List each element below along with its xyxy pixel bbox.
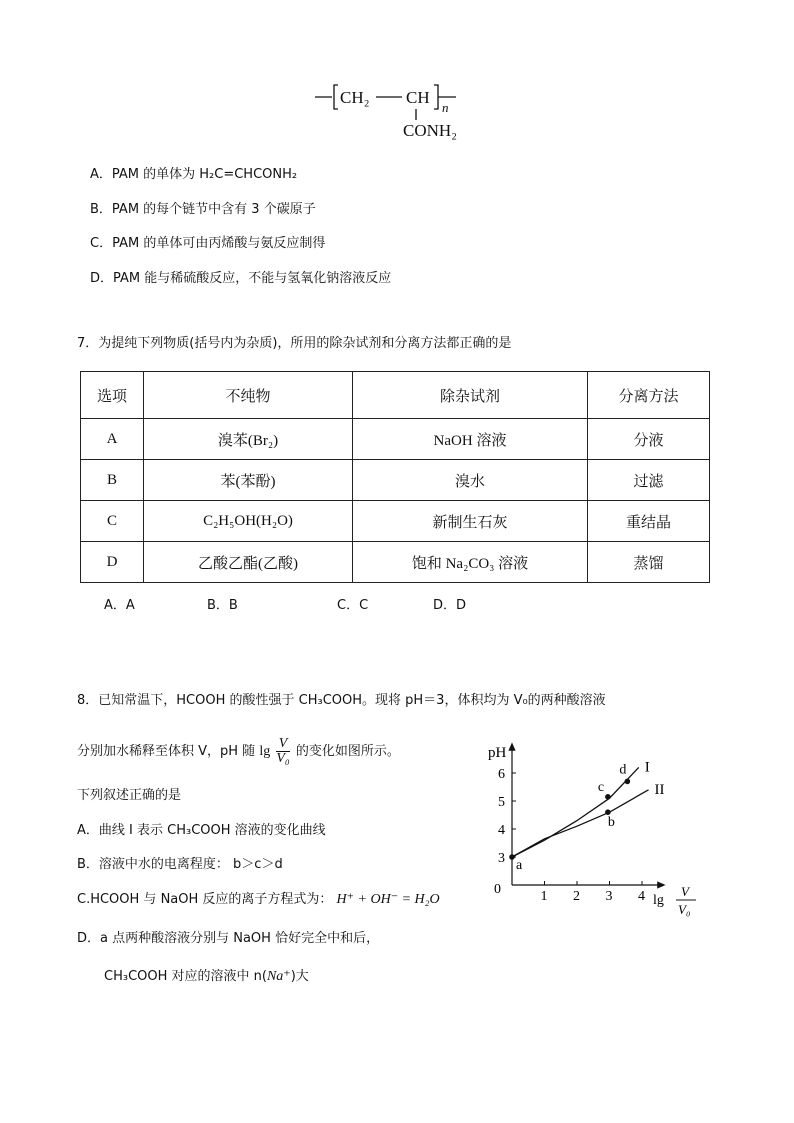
table-header: 除杂试剂: [353, 372, 588, 419]
q8-line1: 8．已知常温下，HCOOH 的酸性强于 CH₃COOH。现将 pH＝3，体积均为 V₀的两种酸溶液: [77, 693, 606, 708]
q8-option-d-line2: [104, 968, 309, 986]
q6-option-b: B．PAM 的每个链节中含有 3 个碳原子: [90, 202, 316, 217]
point-d: [625, 779, 631, 785]
y-tick-label: 3: [498, 851, 505, 866]
y-axis-label: pH: [488, 745, 507, 761]
table-cell: 蒸馏: [588, 542, 710, 583]
table-cell: 分液: [588, 419, 710, 460]
q8-line2b: 的变化如图所示。: [295, 744, 400, 759]
q8-frac-num: V: [276, 737, 289, 752]
table-cell: 溴苯(Br₂): [144, 419, 353, 460]
q8-lg: lg: [259, 744, 271, 759]
point-label-d: d: [619, 762, 627, 778]
point-label-a: a: [516, 858, 523, 873]
table-header: 不纯物: [144, 372, 353, 419]
table-cell: 溴水: [353, 460, 588, 501]
polymer-ch2: CH₂: [340, 88, 370, 107]
table-header: 分离方法: [588, 372, 710, 419]
q7-choice-d: D．D: [433, 598, 467, 613]
point-b: [605, 809, 611, 815]
polymer-side-group: CONH₂: [403, 121, 458, 140]
table-cell: 新制生石灰: [353, 501, 588, 542]
q7-stem: 7．为提纯下列物质(括号内为杂质)，所用的除杂试剂和分离方法都正确的是: [77, 336, 512, 351]
y-tick-label: 5: [498, 795, 505, 810]
q8-frac-den: V₀: [276, 751, 290, 766]
origin-label: 0: [494, 882, 501, 897]
x-tick-label: 1: [540, 889, 548, 904]
table-cell: C₂H₅OH(H₂O): [144, 501, 353, 542]
x-axis-label-den: V₀: [678, 902, 691, 917]
table-cell: 苯(苯酚): [144, 460, 353, 501]
q8-option-b: B．溶液中水的电离程度： b＞c＞d: [77, 857, 283, 872]
q8-option-a: A．曲线 I 表示 CH₃COOH 溶液的变化曲线: [77, 823, 326, 838]
x-tick-label: 4: [638, 889, 645, 904]
point-c: [605, 794, 611, 800]
polymer-brackets: [310, 80, 490, 150]
point-label-c: c: [597, 779, 605, 795]
table-cell: 重结晶: [588, 501, 710, 542]
q7-table: [80, 371, 710, 583]
q8-option-c: [77, 891, 440, 909]
q7-choice-c: C．C: [337, 598, 369, 613]
table-cell: D: [81, 542, 144, 583]
q8-line2: [77, 737, 400, 766]
x-axis-label-prefix: lg: [653, 893, 664, 908]
q7-choice-a: A．A: [104, 598, 135, 613]
polymer-ch: CH: [406, 88, 430, 107]
x-tick-label: 2: [573, 889, 580, 904]
q8-line2a: 分别加水稀释至体积 V，pH 随: [77, 744, 256, 759]
point-a: [509, 854, 515, 860]
series-label-2: II: [654, 781, 665, 798]
table-cell: NaOH 溶液: [353, 419, 588, 460]
series-line-1: [512, 767, 639, 857]
q8-option-c-equation: H⁺ + OH⁻ = H₂O: [336, 892, 440, 907]
q8-option-d-na: Na⁺: [266, 969, 291, 984]
table-row: [81, 542, 710, 583]
table-cell: 饱和 Na₂CO₃ 溶液: [353, 542, 588, 583]
table-cell: B: [81, 460, 144, 501]
table-row: [81, 501, 710, 542]
point-label-b: b: [607, 815, 615, 831]
y-tick-label: 4: [498, 823, 505, 838]
q6-option-a: A．PAM 的单体为 H₂C=CHCONH₂: [90, 167, 298, 182]
q8-option-d-line1: D．a 点两种酸溶液分别与 NaOH 恰好完全中和后，: [77, 931, 380, 946]
series-label-1: I: [644, 759, 650, 776]
ph-chart: [482, 730, 712, 930]
q6-option-c: C．PAM 的单体可由丙烯酸与氨反应制得: [90, 236, 326, 251]
table-cell: 乙酸乙酯(乙酸): [144, 542, 353, 583]
q8-fraction: [276, 737, 289, 766]
table-cell: C: [81, 501, 144, 542]
x-axis-label-num: V: [681, 884, 689, 899]
table-header-row: [81, 372, 710, 419]
q8-option-d-end: )大: [290, 969, 309, 984]
q8-option-c-text: C.HCOOH 与 NaOH 反应的离子方程式为：: [77, 892, 333, 907]
q8-prompt: 下列叙述正确的是: [77, 788, 182, 803]
table-row: [81, 460, 710, 501]
y-tick-label: 6: [498, 767, 505, 782]
x-tick-label: 3: [605, 889, 613, 904]
table-cell: A: [81, 419, 144, 460]
table-cell: 过滤: [588, 460, 710, 501]
q7-choice-b: B．B: [207, 598, 238, 613]
q8-option-d-text: CH₃COOH 对应的溶液中 n(: [104, 969, 267, 984]
polymer-n: n: [442, 100, 449, 115]
table-row: [81, 419, 710, 460]
q6-option-d: D．PAM 能与稀硫酸反应，不能与氢氧化钠溶液反应: [90, 271, 392, 286]
table-header: 选项: [81, 372, 144, 419]
